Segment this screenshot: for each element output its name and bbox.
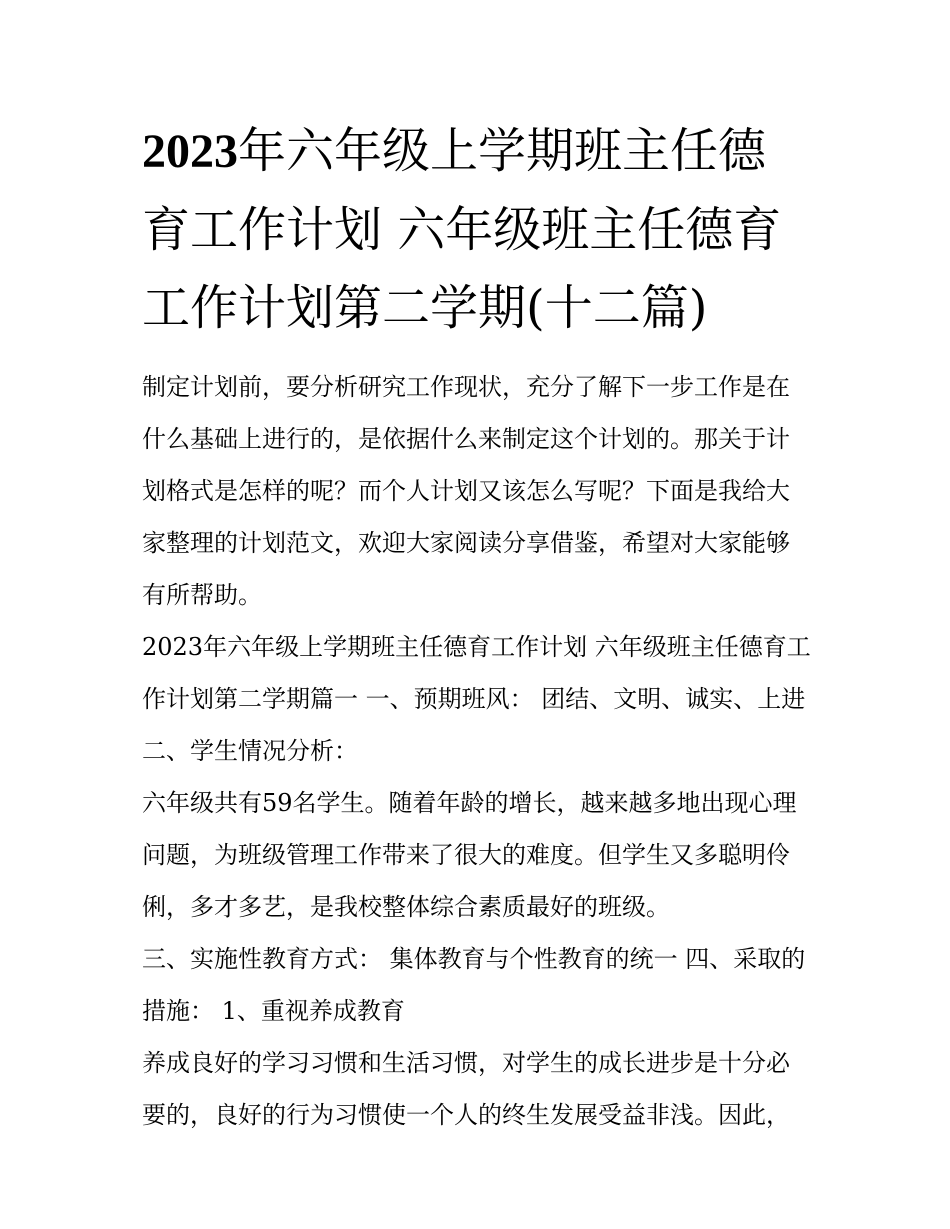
methods-paragraph: 三、实施性教育方式： 集体教育与个性教育的统一 四、采取的措施： 1、重视养成教育 xyxy=(142,945,806,1025)
student-analysis-paragraph: 六年级共有59名学生。随着年龄的增长，越来越多地出现心理问题，为班级管理工作带来了很大的难度。但学生又多聪明伶俐，多才多艺，是我校整体综合素质最好的班级。 xyxy=(142,789,797,921)
section-heading-paragraph: 2023年六年级上学期班主任德育工作计划 六年级班主任德育工作计划第二学期篇一 一、预期班风： 团结、文明、诚实、上进 二、学生情况分析： xyxy=(142,633,811,765)
title-text: 年六年级上学期班主任德育工作计划 六年级班主任德育工作计划第二学期(十二篇) xyxy=(142,123,782,336)
title-year: 2023 xyxy=(142,125,238,178)
intro-paragraph: 制定计划前，要分析研究工作现状，充分了解下一步工作是在什么基础上进行的，是依据什么来制定这个计划的。那关于计划格式是怎样的呢？而个人计划又该怎么写呢？下面是我给大家整理的计划范文，欢迎大家阅读分享借鉴，希望对大家能够有所帮助。 xyxy=(142,373,790,609)
document-body xyxy=(142,112,812,1141)
habits-paragraph: 养成良好的学习习惯和生活习惯，对学生的成长进步是十分必要的，良好的行为习惯使一个人的终生发展受益非浅。因此， xyxy=(142,1049,790,1129)
document-title xyxy=(142,112,812,347)
